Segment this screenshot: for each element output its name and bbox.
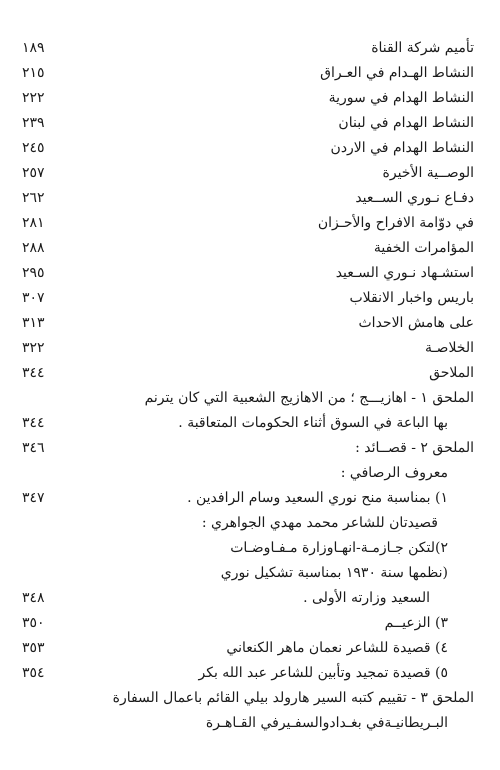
toc-entry-title: ١) بمناسبة منح نوري السعيد وسام الرافدين . bbox=[187, 490, 448, 506]
toc-row bbox=[0, 36, 500, 60]
toc-entry-title: النشاط الهـدام في العـراق bbox=[320, 65, 474, 81]
toc-entry-page: ٣٤٦ bbox=[22, 440, 45, 456]
toc-row bbox=[0, 411, 500, 435]
toc-entry-page: ٢٩٥ bbox=[22, 265, 45, 281]
toc-entry-page: ٣٤٤ bbox=[22, 365, 45, 381]
toc-entry-page: ٣٤٨ bbox=[22, 590, 45, 606]
toc-row bbox=[0, 361, 500, 385]
toc-entry-page: ٢٨١ bbox=[22, 215, 45, 231]
toc-entry-page: ٣١٣ bbox=[22, 315, 45, 331]
toc-entry-title: تأميم شركة القناة bbox=[371, 40, 474, 56]
toc-entry-page: ٢٣٩ bbox=[22, 115, 45, 131]
toc-entry-title: استشـهاد نـوري السـعيد bbox=[335, 265, 474, 281]
toc-row bbox=[0, 711, 500, 735]
toc-row bbox=[0, 136, 500, 160]
toc-entry-title: الملحق ٢ - قصــائد : bbox=[355, 440, 474, 456]
toc-entry-page: ٢٤٥ bbox=[22, 140, 45, 156]
toc-entry-page: ٣٤٤ bbox=[22, 415, 45, 431]
toc-row bbox=[0, 111, 500, 135]
toc-row bbox=[0, 236, 500, 260]
toc-row bbox=[0, 386, 500, 410]
toc-row bbox=[0, 561, 500, 585]
toc-entry-page: ٣٤٧ bbox=[22, 490, 45, 506]
toc-entry-page: ٣٥٣ bbox=[22, 640, 45, 656]
toc-entry-title: باريس واخبار الانقلاب bbox=[349, 290, 474, 306]
toc-entry-title: ٤) قصيدة للشاعر نعمان ماهر الكنعاني bbox=[226, 640, 448, 656]
toc-entry-title: معروف الرصافي : bbox=[340, 465, 448, 481]
toc-row bbox=[0, 636, 500, 660]
toc-entry-page: ٣٢٢ bbox=[22, 340, 45, 356]
toc-row bbox=[0, 336, 500, 360]
toc-entry-title: الوصــية الأخيرة bbox=[382, 165, 474, 181]
toc-entry-page: ٢٦٢ bbox=[22, 190, 45, 206]
toc-entry-title: المؤامرات الخفية bbox=[373, 240, 474, 256]
toc-row bbox=[0, 611, 500, 635]
toc-row bbox=[0, 461, 500, 485]
toc-entry-page: ٣٥٤ bbox=[22, 665, 45, 681]
toc-entry-page: ٢٨٨ bbox=[22, 240, 45, 256]
toc-row bbox=[0, 661, 500, 685]
toc-row bbox=[0, 86, 500, 110]
toc-entry-title: النشاط الهدام في سورية bbox=[328, 90, 474, 106]
toc-row bbox=[0, 211, 500, 235]
toc-row bbox=[0, 486, 500, 510]
toc-row bbox=[0, 536, 500, 560]
toc-entry-title: النشاط الهدام في الاردن bbox=[330, 140, 474, 156]
toc-entry-title: ٥) قصيدة تمجيد وتأبين للشاعر عبد الله بكر bbox=[198, 665, 448, 681]
toc-row bbox=[0, 511, 500, 535]
toc-entry-title: السعيد وزارته الأولى . bbox=[303, 590, 430, 606]
toc-row bbox=[0, 586, 500, 610]
toc-entry-page: ٢٥٧ bbox=[22, 165, 45, 181]
toc-row bbox=[0, 261, 500, 285]
toc-row bbox=[0, 186, 500, 210]
toc-entry-title: البـريطانيـةفي بغـدادوالسفـيرفي القـاهـرة bbox=[205, 715, 448, 731]
toc-entry-page: ٢٢٢ bbox=[22, 90, 45, 106]
toc-row bbox=[0, 436, 500, 460]
toc-entry-page: ١٨٩ bbox=[22, 40, 45, 56]
toc-row bbox=[0, 61, 500, 85]
toc-entry-title: في دوّامة الافراح والأحـزان bbox=[317, 215, 474, 231]
toc-entry-title: بها الباعة في السوق أثناء الحكومات المتعاقبة . bbox=[178, 415, 448, 431]
toc-entry-title: الملحق ٣ - تقييم كتبه السير هارولد بيلي القائم باعمال السفارة bbox=[112, 690, 474, 706]
toc-row bbox=[0, 286, 500, 310]
toc-entry-page: ٣٥٠ bbox=[22, 615, 45, 631]
toc-entry-title: (نظمها سنة ١٩٣٠ بمناسبة تشكيل نوري bbox=[220, 565, 448, 581]
toc-row bbox=[0, 311, 500, 335]
toc-entry-title: ٣) الزعيــم bbox=[384, 615, 448, 631]
toc-entry-title: قصيدتان للشاعر محمد مهدي الجواهري : bbox=[201, 515, 438, 531]
toc-entry-page: ٢١٥ bbox=[22, 65, 45, 81]
toc-entry-page: ٣٠٧ bbox=[22, 290, 45, 306]
toc-entry-title: النشاط الهدام في لبنان bbox=[338, 115, 474, 131]
toc-entry-title: الملاحق bbox=[429, 365, 474, 381]
toc-row bbox=[0, 686, 500, 710]
toc-entry-title: دفـاع نـوري الســعيد bbox=[355, 190, 474, 206]
toc-entry-title: الخلاصـة bbox=[424, 340, 474, 356]
toc-entry-title: ٢)لتكن جـازمـة-انهـاوزارة مـفـاوضـات bbox=[230, 540, 448, 556]
toc-entry-title: على هامش الاحداث bbox=[358, 315, 474, 331]
toc-entry-title: الملحق ١ - اهازيـــج ؛ من الاهازيج الشعبية التي كان يترنم bbox=[144, 390, 474, 406]
toc-row bbox=[0, 161, 500, 185]
